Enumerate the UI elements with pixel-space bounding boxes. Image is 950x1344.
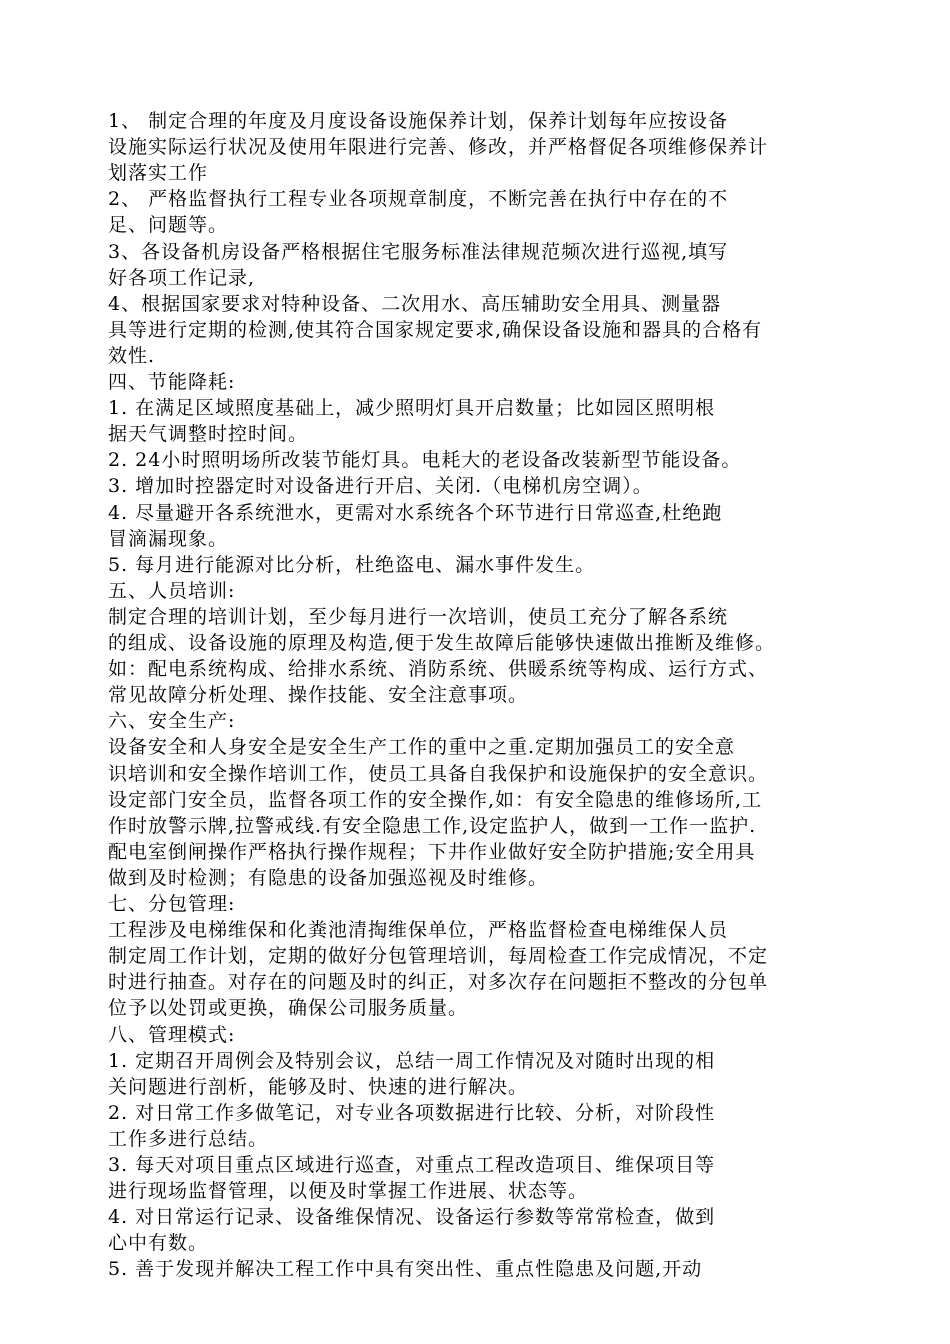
text-line: 5. 每月进行能源对比分析，杜绝盗电、漏水事件发生。	[108, 553, 596, 576]
text-line: 设备安全和人身安全是安全生产工作的重中之重.定期加强员工的安全意	[108, 736, 736, 759]
text-line: 据天气调整时控时间。	[108, 423, 309, 446]
text-line: 制定周工作计划，定期的做好分包管理培训，每周检查工作完成情况，不定	[108, 945, 769, 968]
text-line: 3. 增加时控器定时对设备进行开启、关闭.（电梯机房空调）。	[108, 475, 653, 498]
text-line: 心中有数。	[108, 1232, 209, 1255]
text-line: 位予以处罚或更换，确保公司服务质量。	[108, 997, 469, 1020]
text-line: 作时放警示牌,拉警戒线.有安全隐患工作,设定监护人，做到一工作一监护.	[108, 814, 757, 837]
text-line: 关问题进行剖析，能够及时、快速的进行解决。	[108, 1075, 529, 1098]
text-line: 划落实工作	[108, 162, 209, 185]
text-line: 4、根据国家要求对特种设备、二次用水、高压辅助安全用具、测量器	[108, 292, 722, 315]
text-line: 2、 严格监督执行工程专业各项规章制度，不断完善在执行中存在的不	[108, 188, 729, 211]
text-line: 冒滴漏现象。	[108, 527, 229, 550]
text-line: 配电室倒闸操作严格执行操作规程；下井作业做好安全防护措施;安全用具	[108, 840, 756, 863]
text-line: 足、问题等。	[108, 214, 229, 237]
text-line: 如：配电系统构成、给排水系统、消防系统、供暖系统等构成、运行方式、	[108, 658, 769, 681]
text-line: 3. 每天对项目重点区域进行巡查，对重点工程改造项目、维保项目等	[108, 1154, 716, 1176]
text-line: 工程涉及电梯维保和化粪池清掏维保单位，严格监督检查电梯维保人员	[108, 919, 729, 942]
text-line: 时进行抽查。对存在的问题及时的纠正，对多次存在问题拒不整改的分包单	[108, 971, 769, 994]
text-line: 做到及时检测；有隐患的设备加强巡视及时维修。	[108, 866, 549, 889]
text-line: 六、安全生产:	[108, 710, 236, 733]
text-line: 进行现场监督管理，以便及时掌握工作进展、状态等。	[108, 1180, 589, 1203]
text-line: 工作多进行总结。	[108, 1127, 269, 1150]
text-line: 2. 24小时照明场所改装节能灯具。电耗大的老设备改装新型节能设备。	[108, 449, 742, 472]
text-line: 四、节能降耗:	[108, 371, 236, 393]
text-line: 常见故障分析处理、操作技能、安全注意事项。	[108, 684, 529, 707]
text-line: 的组成、设备设施的原理及构造,便于发生故障后能够快速做出推断及维修。	[108, 632, 776, 654]
text-line: 1. 定期召开周例会及特别会议，总结一周工作情况及对随时出现的相	[108, 1049, 716, 1072]
text-line: 具等进行定期的检测,使其符合国家规定要求,确保设备设施和器具的合格有	[108, 318, 763, 341]
text-line: 5. 善于发现并解决工程工作中具有突出性、重点性隐患及问题,开动	[108, 1258, 703, 1281]
text-line: 识培训和安全操作培训工作，使员工具备自我保护和设施保护的安全意识。	[108, 762, 769, 785]
text-line: 七、分包管理:	[108, 893, 236, 915]
text-line: 设施实际运行状况及使用年限进行完善、修改，并严格督促各项维修保养计	[108, 136, 769, 159]
text-line: 好各项工作记录,	[108, 266, 256, 289]
text-line: 设定部门安全员，监督各项工作的安全操作,如：有安全隐患的维修场所,工	[108, 788, 763, 811]
text-line: 1、 制定合理的年度及月度设备设施保养计划，保养计划每年应按设备	[108, 110, 729, 132]
text-line: 3、各设备机房设备严格根据住宅服务标准法律规范频次进行巡视,填写	[108, 240, 729, 263]
text-line: 4. 对日常运行记录、设备维保情况、设备运行参数等常常检查，做到	[108, 1206, 716, 1229]
text-line: 八、管理模式:	[108, 1023, 236, 1046]
text-line: 五、人员培训:	[108, 579, 236, 602]
text-line: 效性.	[108, 344, 156, 367]
text-line: 1. 在满足区域照度基础上，减少照明灯具开启数量；比如园区照明根	[108, 397, 716, 420]
text-line: 制定合理的培训计划，至少每月进行一次培训，使员工充分了解各系统	[108, 605, 729, 628]
text-line: 2. 对日常工作多做笔记，对专业各项数据进行比较、分析，对阶段性	[108, 1101, 716, 1124]
text-line: 4. 尽量避开各系统泄水，更需对水系统各个环节进行日常巡查,杜绝跑	[108, 501, 723, 524]
